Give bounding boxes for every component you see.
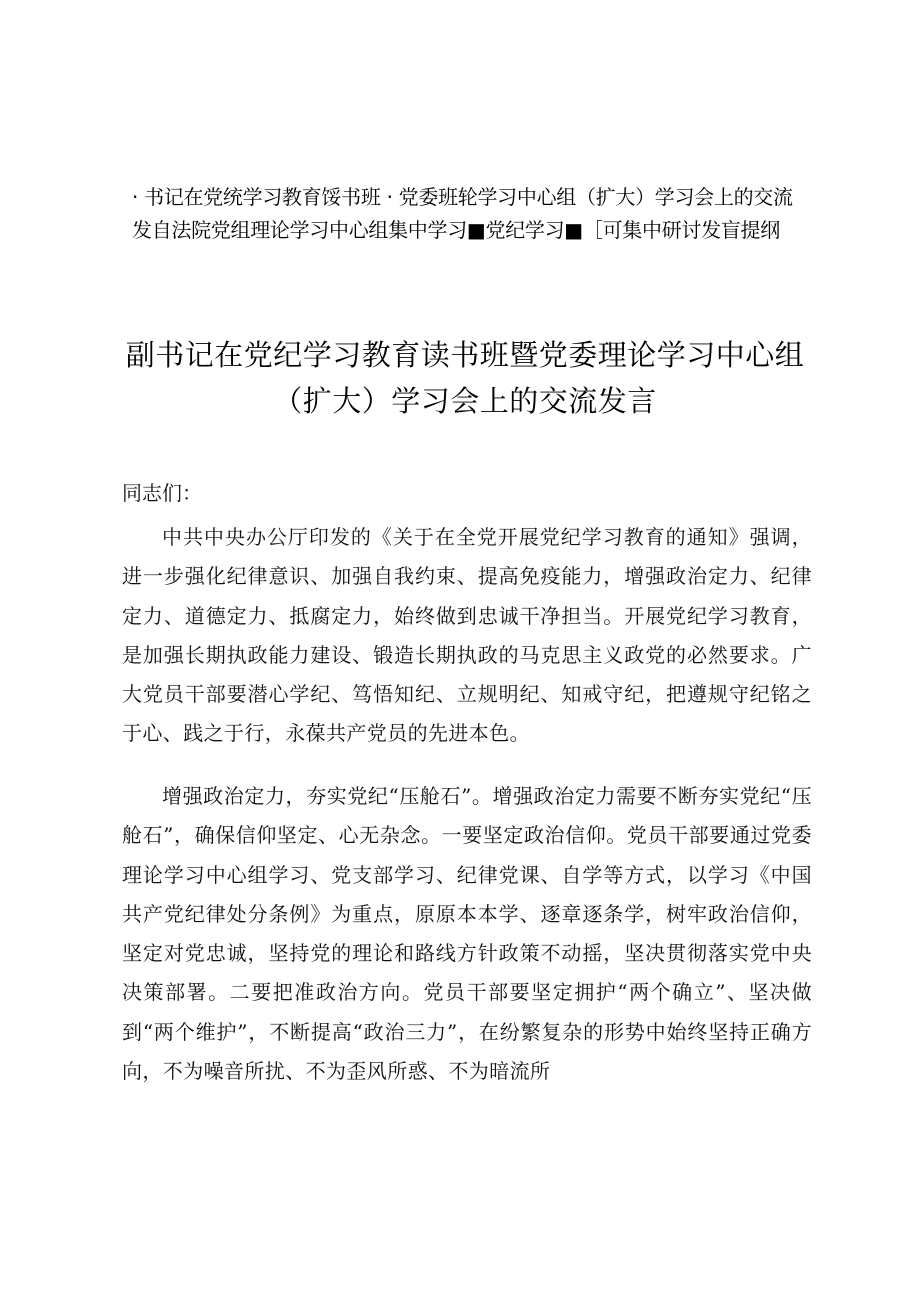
main-title-line-1: 副书记在党纪学习教育读书班暨党委理论学习中心组 — [125, 338, 805, 372]
body-paragraph-1: 中共中央办公厅印发的《关于在全党开展党纪学习教育的通知》强调，进一步强化纪律意识、加强自我约束、提高免疫能力，增强政治定力、纪律定力、道德定力、抵腐定力，始终做到忠诚干净担当。开展党纪学习教育，是加强长期执政能力建设、锻造长期执政的马克思主义政党的必然要求。广大党员干部要潜心学纪、笃悟知纪、立规明纪、知戒守纪，把遵规守纪铭之于心、践之于行，永葆共产党员的先进本色。 — [122, 525, 812, 746]
main-title-line-2: （扩大）学习会上的交流发言 — [273, 384, 657, 418]
header-title: · 书记在党统学习教育馁书班 · 党委班轮学习中心组（扩大）学习会上的交流发自法院党组理论学习中心组集中学习■党纪学习■［可集中研讨发盲提纲 — [132, 185, 793, 242]
main-title — [120, 332, 810, 424]
body-paragraph-2: 增强政治定力，夯实党纪“压舱石”。增强政治定力需要不断夯实党纪“压舱石”，确保信仰坚定、心无杂念。一要坚定政治信仰。党员干部要通过党委理论学习中心组学习、党支部学习、纪律党课、自学等方式，以学习《中国共产党纪律处分条例》为重点，原原本本学、逐章逐条学，树牢政治信仰，坚定对党忠诚，坚持党的理论和路线方针政策不动摇，坚决贯彻落实党中央决策部署。二要把准政治方向。党员干部要坚定拥护“两个确立”、坚决做到“两个维护”，不断提高“政治三力”，在纷繁复杂的形势中始终坚持正确方向，不为噪音所扰、不为歪风所惑、不为暗流所 — [122, 784, 812, 1084]
salutation: 同志们： — [122, 481, 202, 505]
